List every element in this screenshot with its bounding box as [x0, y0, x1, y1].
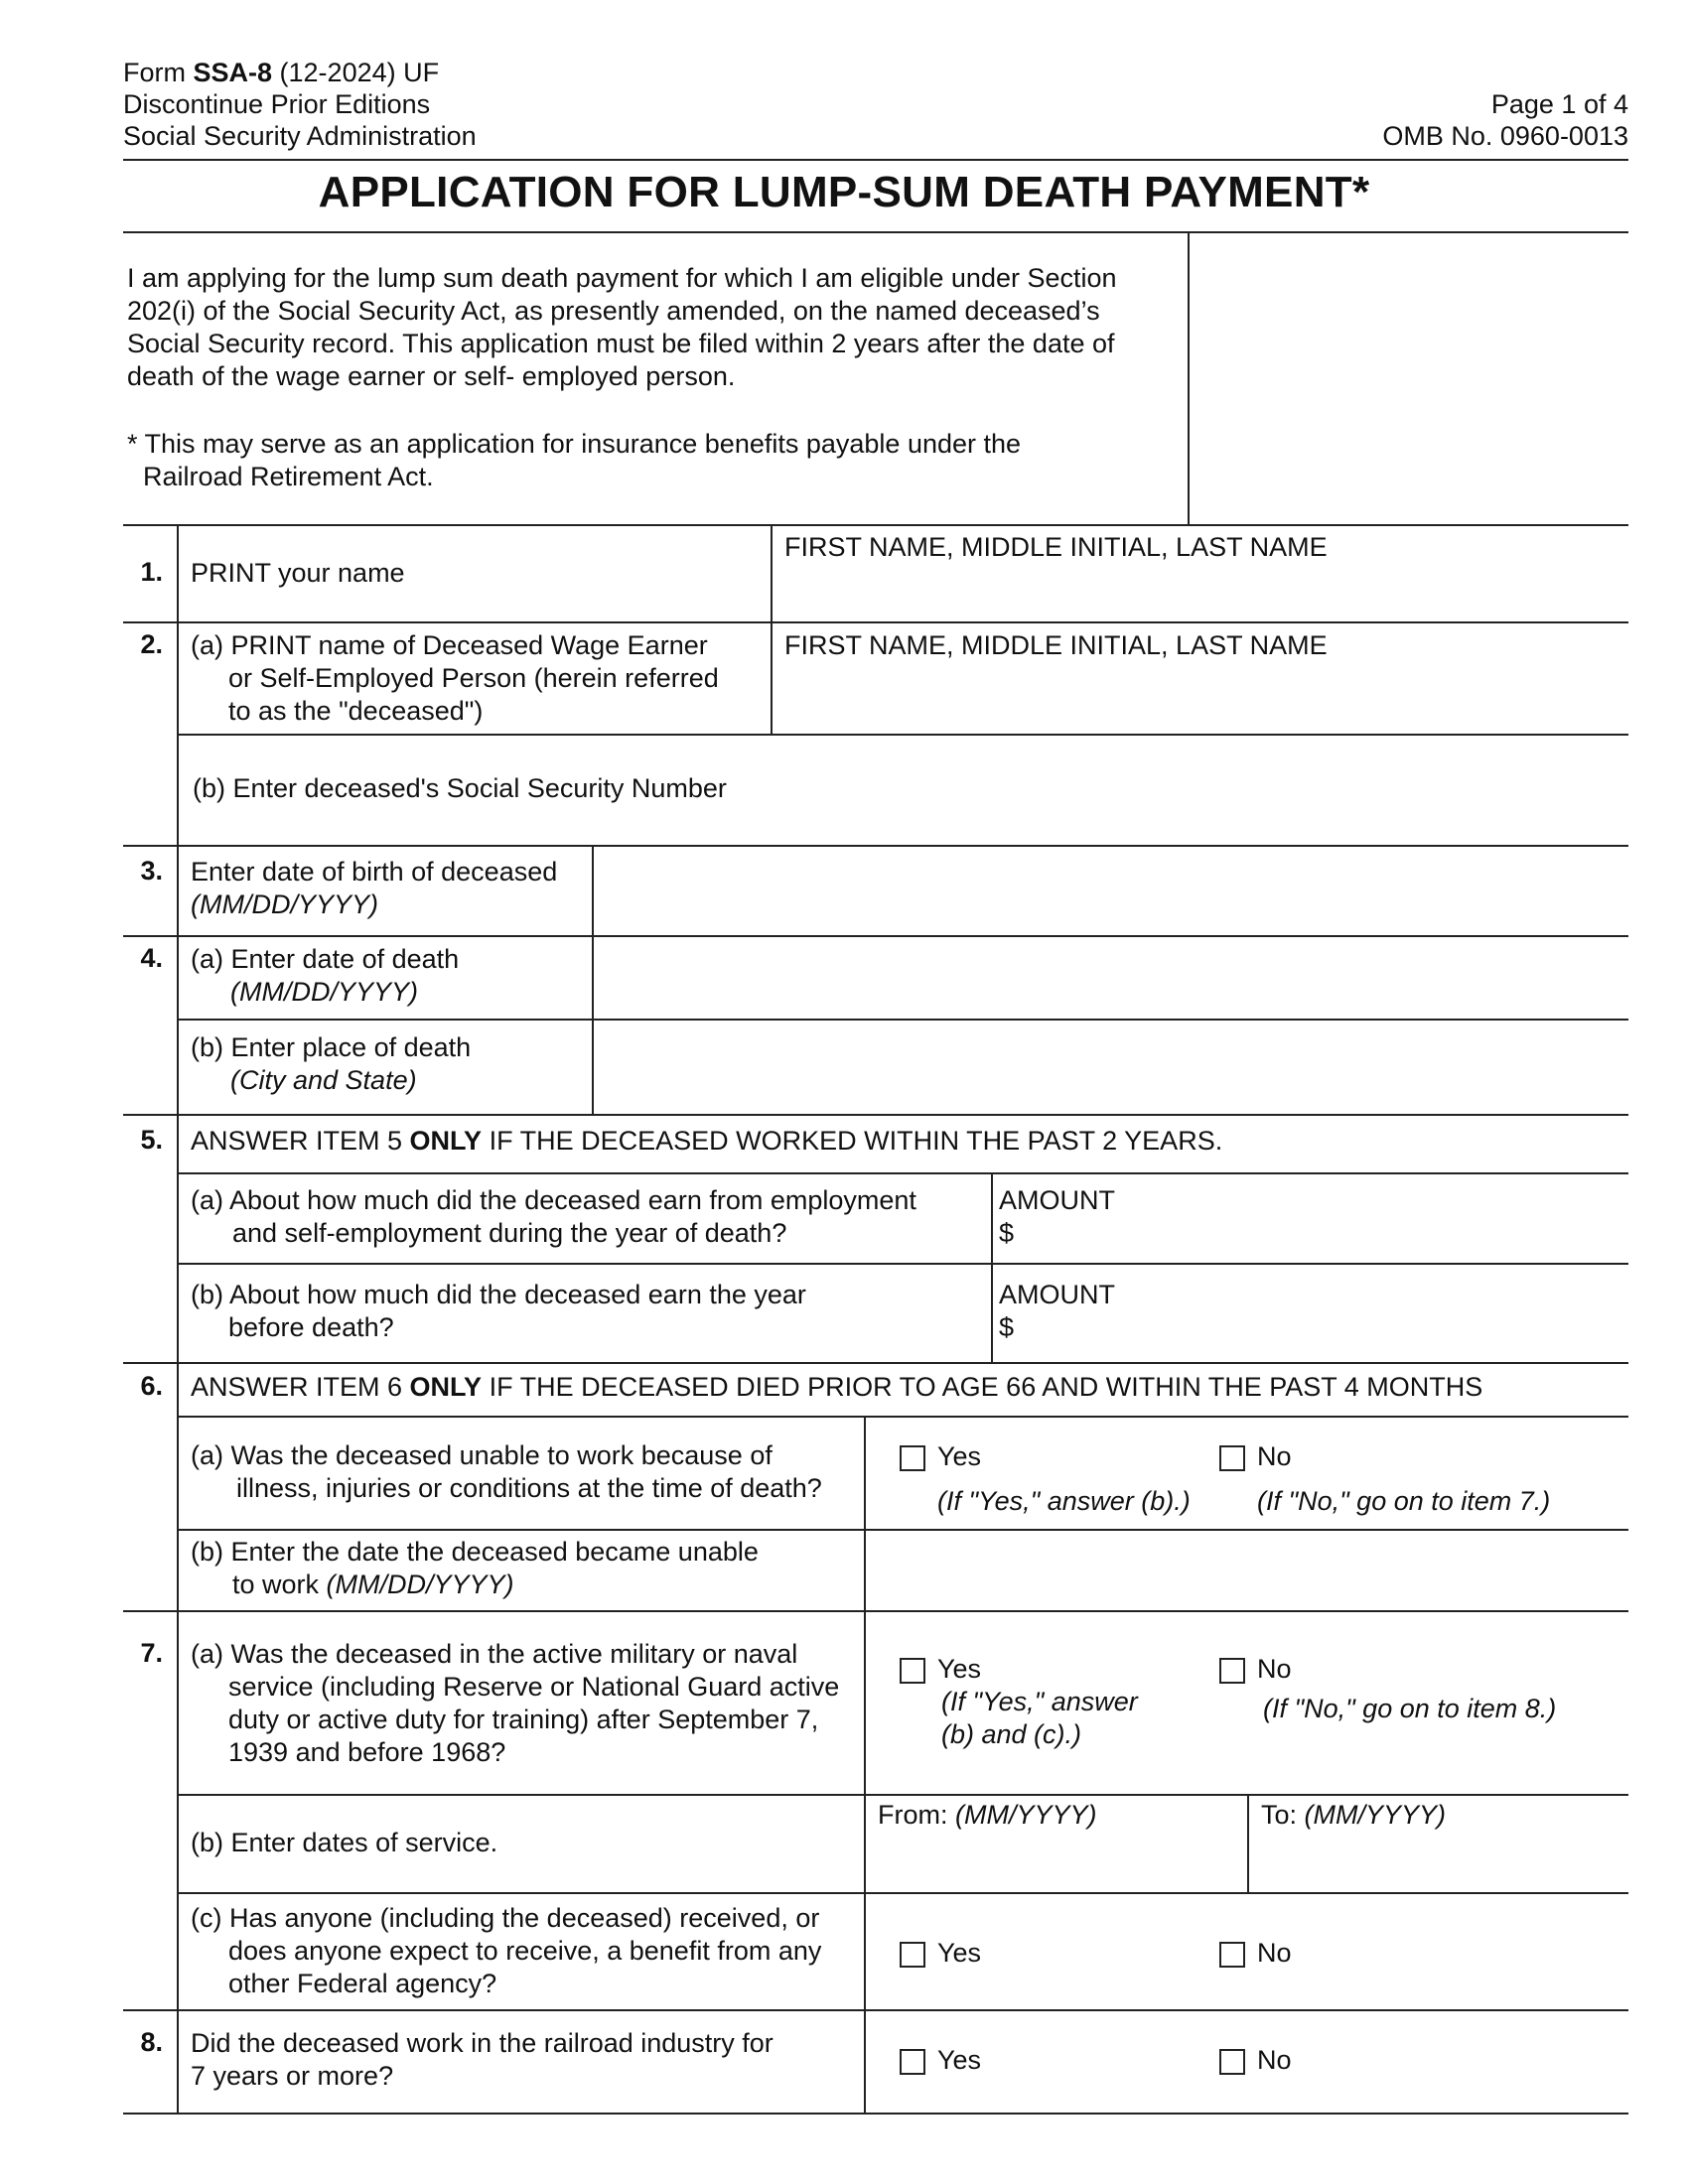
- title-rule: [123, 231, 1628, 233]
- item-5a-amount-label: AMOUNT: [999, 1185, 1115, 1215]
- row-rule: [177, 1416, 1628, 1418]
- intro-divider: [1188, 231, 1190, 525]
- item-2a-label: [191, 629, 719, 728]
- item-5a-line: (a) About how much did the deceased earn from employment: [191, 1185, 916, 1215]
- agency-name: Social Security Administration: [123, 121, 477, 151]
- item-5b-label: [191, 1279, 806, 1344]
- item-7c-yes-checkbox[interactable]: [900, 1942, 925, 1968]
- item-6b-format: (MM/DD/YYYY): [326, 1570, 514, 1599]
- item-2a-field-header: FIRST NAME, MIDDLE INITIAL, LAST NAME: [784, 630, 1328, 660]
- item-7a-yes-note: [941, 1686, 1138, 1751]
- item-2b-label: (b) Enter deceased's Social Security Number: [193, 773, 727, 803]
- item-4a-format: (MM/DD/YYYY): [230, 977, 418, 1007]
- item-7b-from-label: [878, 1799, 1097, 1832]
- item-7a-line: 1939 and before 1968?: [228, 1737, 506, 1767]
- item-1-number: 1.: [140, 557, 163, 587]
- row-rule: [177, 1263, 1628, 1265]
- form-prefix: Form: [123, 58, 194, 87]
- row-rule: [123, 1610, 1628, 1612]
- item-7c-yes-label: Yes: [937, 1938, 982, 1968]
- intro-note-line: * This may serve as an application for insurance benefits payable under the: [127, 429, 1022, 459]
- intro-text: [127, 262, 1117, 393]
- service-to-input[interactable]: [1261, 1839, 1622, 1880]
- item-8-no-label: No: [1257, 2045, 1292, 2075]
- deceased-dob-input[interactable]: [608, 864, 1620, 909]
- header-rule: [123, 159, 1628, 161]
- col-divider: [771, 524, 773, 735]
- item-2a-line: or Self-Employed Person (herein referred: [228, 663, 719, 693]
- item-6-heading-pre: ANSWER ITEM 6: [191, 1372, 410, 1402]
- item-7b-label: (b) Enter dates of service.: [191, 1828, 498, 1857]
- intro-line: Social Security record. This application must be filed within 2 years after the date of: [127, 329, 1115, 358]
- item-8-line: 7 years or more?: [191, 2061, 394, 2091]
- table-bottom-rule: [123, 2113, 1628, 2115]
- date-of-death-input[interactable]: [608, 951, 1620, 997]
- item-7a-label: [191, 1638, 839, 1769]
- item-7c-line: does anyone expect to receive, a benefit from any: [228, 1936, 822, 1966]
- applicant-name-input[interactable]: [784, 570, 1622, 612]
- item-7a-no-label: No: [1257, 1654, 1292, 1684]
- earnings-year-of-death-input[interactable]: [1023, 1215, 1622, 1253]
- item-7c-line: other Federal agency?: [228, 1969, 497, 1998]
- page-title: APPLICATION FOR LUMP-SUM DEATH PAYMENT*: [318, 168, 1370, 216]
- row-rule: [177, 1172, 1628, 1174]
- intro-line: death of the wage earner or self- employed person.: [127, 361, 736, 391]
- row-rule: [177, 1529, 1628, 1531]
- item-6b-label-line2: [232, 1569, 514, 1601]
- number-column-divider: [177, 524, 179, 2115]
- item-5b-amount-label: AMOUNT: [999, 1280, 1115, 1309]
- item-6a-line: illness, injuries or conditions at the time of death?: [236, 1473, 822, 1503]
- item-6a-yes-checkbox[interactable]: [900, 1445, 925, 1471]
- item-6a-line: (a) Was the deceased unable to work because of: [191, 1440, 773, 1470]
- item-7a-yes-note-line: (If "Yes," answer: [941, 1687, 1138, 1716]
- item-8-line: Did the deceased work in the railroad industry for: [191, 2028, 774, 2058]
- item-7a-line: service (including Reserve or National Guard active: [228, 1672, 840, 1702]
- row-rule: [123, 1362, 1628, 1364]
- to-text: To:: [1261, 1800, 1305, 1830]
- item-6-number: 6.: [140, 1371, 163, 1401]
- item-6b-label: (b) Enter the date the deceased became unable: [191, 1537, 759, 1567]
- discontinue-note: Discontinue Prior Editions: [123, 89, 431, 119]
- item-5-heading-bold: ONLY: [409, 1126, 483, 1156]
- row-rule: [123, 845, 1628, 847]
- item-4a-label: (a) Enter date of death: [191, 944, 460, 974]
- item-4b-label: (b) Enter place of death: [191, 1032, 472, 1062]
- item-7c-label: [191, 1902, 821, 2000]
- item-5-number: 5.: [140, 1125, 163, 1155]
- page-number: Page 1 of 4: [1490, 89, 1628, 119]
- intro-line: I am applying for the lump sum death payment for which I am eligible under Section: [127, 263, 1117, 293]
- item-8-no-checkbox[interactable]: [1219, 2049, 1245, 2075]
- row-rule: [123, 524, 1628, 526]
- item-7a-no-note: (If "No," go on to item 8.): [1263, 1694, 1557, 1723]
- item-5a-currency: $: [999, 1218, 1015, 1248]
- form-edition: (12-2024) UF: [272, 58, 440, 87]
- to-format: (MM/YYYY): [1304, 1800, 1447, 1830]
- row-rule: [123, 621, 1628, 623]
- row-rule: [177, 734, 1628, 736]
- item-6b-label-pre: to work: [232, 1570, 327, 1599]
- item-6-heading: [191, 1371, 1482, 1404]
- item-5-heading-pre: ANSWER ITEM 5: [191, 1126, 410, 1156]
- item-7a-yes-note-line: (b) and (c).): [941, 1719, 1082, 1749]
- item-5b-line: (b) About how much did the deceased earn the year: [191, 1280, 806, 1309]
- item-4-number: 4.: [140, 943, 163, 973]
- item-6a-label: [191, 1439, 822, 1505]
- item-5-heading-post: IF THE DECEASED WORKED WITHIN THE PAST 2 YEARS.: [482, 1126, 1223, 1156]
- item-5-heading: [191, 1125, 1222, 1158]
- item-6-heading-post: IF THE DECEASED DIED PRIOR TO AGE 66 AND WITHIN THE PAST 4 MONTHS: [482, 1372, 1483, 1402]
- place-of-death-input[interactable]: [608, 1040, 1620, 1086]
- from-format: (MM/YYYY): [955, 1800, 1097, 1830]
- item-7b-to-label: [1261, 1799, 1446, 1832]
- form-number: SSA-8: [193, 58, 273, 87]
- item-7c-no-checkbox[interactable]: [1219, 1942, 1245, 1968]
- item-8-number: 8.: [140, 2027, 163, 2057]
- item-7a-line: duty or active duty for training) after September 7,: [228, 1705, 819, 1734]
- item-3-format: (MM/DD/YYYY): [191, 889, 378, 919]
- item-7-number: 7.: [140, 1638, 163, 1668]
- intro-line: 202(i) of the Social Security Act, as presently amended, on the named deceased’s: [127, 296, 1100, 326]
- item-6a-no-checkbox[interactable]: [1219, 1445, 1245, 1471]
- row-rule: [123, 2009, 1628, 2011]
- from-text: From:: [878, 1800, 955, 1830]
- deceased-name-input[interactable]: [784, 669, 1622, 711]
- earnings-year-before-death-input[interactable]: [1023, 1309, 1622, 1347]
- item-1-field-header: FIRST NAME, MIDDLE INITIAL, LAST NAME: [784, 532, 1328, 562]
- item-7a-yes-label: Yes: [937, 1654, 982, 1684]
- item-5a-line: and self-employment during the year of death?: [232, 1218, 787, 1248]
- omb-number: OMB No. 0960-0013: [1382, 121, 1628, 151]
- item-7c-line: (c) Has anyone (including the deceased) received, or: [191, 1903, 820, 1933]
- item-7a-yes-checkbox[interactable]: [900, 1658, 925, 1684]
- row-rule: [177, 1794, 1628, 1796]
- item-3-label: Enter date of birth of deceased: [191, 857, 558, 887]
- item-6a-yes-note: (If "Yes," answer (b).): [937, 1486, 1191, 1516]
- col-divider: [1247, 1794, 1249, 1893]
- item-8-yes-label: Yes: [937, 2045, 982, 2075]
- item-3-number: 3.: [140, 856, 163, 886]
- row-rule: [177, 1019, 1628, 1021]
- item-7a-line: (a) Was the deceased in the active military or naval: [191, 1639, 798, 1669]
- agency-use-box: [1192, 234, 1626, 522]
- item-5b-line: before death?: [228, 1312, 394, 1342]
- item-2-number: 2.: [140, 629, 163, 659]
- row-rule: [123, 1114, 1628, 1116]
- form-id: [123, 57, 439, 89]
- item-8-yes-checkbox[interactable]: [900, 2049, 925, 2075]
- col-divider: [991, 1172, 993, 1363]
- item-1-label: PRINT your name: [191, 558, 405, 588]
- intro-note: [127, 428, 1021, 493]
- deceased-ssn-input[interactable]: [765, 770, 1622, 812]
- item-2a-line: (a) PRINT name of Deceased Wage Earner: [191, 630, 708, 660]
- item-6-heading-bold: ONLY: [409, 1372, 483, 1402]
- item-4b-format: (City and State): [230, 1065, 417, 1095]
- intro-note-line: Railroad Retirement Act.: [143, 462, 434, 491]
- item-6a-no-label: No: [1257, 1441, 1292, 1471]
- item-7c-no-label: No: [1257, 1938, 1292, 1968]
- row-rule: [123, 935, 1628, 937]
- item-5a-label: [191, 1184, 916, 1250]
- item-7a-no-checkbox[interactable]: [1219, 1658, 1245, 1684]
- item-5b-currency: $: [999, 1312, 1015, 1342]
- unable-to-work-date-input[interactable]: [880, 1549, 1622, 1590]
- item-6a-yes-label: Yes: [937, 1441, 982, 1471]
- item-2a-line: to as the "deceased"): [228, 696, 484, 726]
- item-8-label: [191, 2027, 774, 2093]
- col-divider: [592, 845, 594, 1115]
- service-from-input[interactable]: [878, 1839, 1245, 1880]
- item-6a-no-note: (If "No," go on to item 7.): [1257, 1486, 1551, 1516]
- row-rule: [177, 1892, 1628, 1894]
